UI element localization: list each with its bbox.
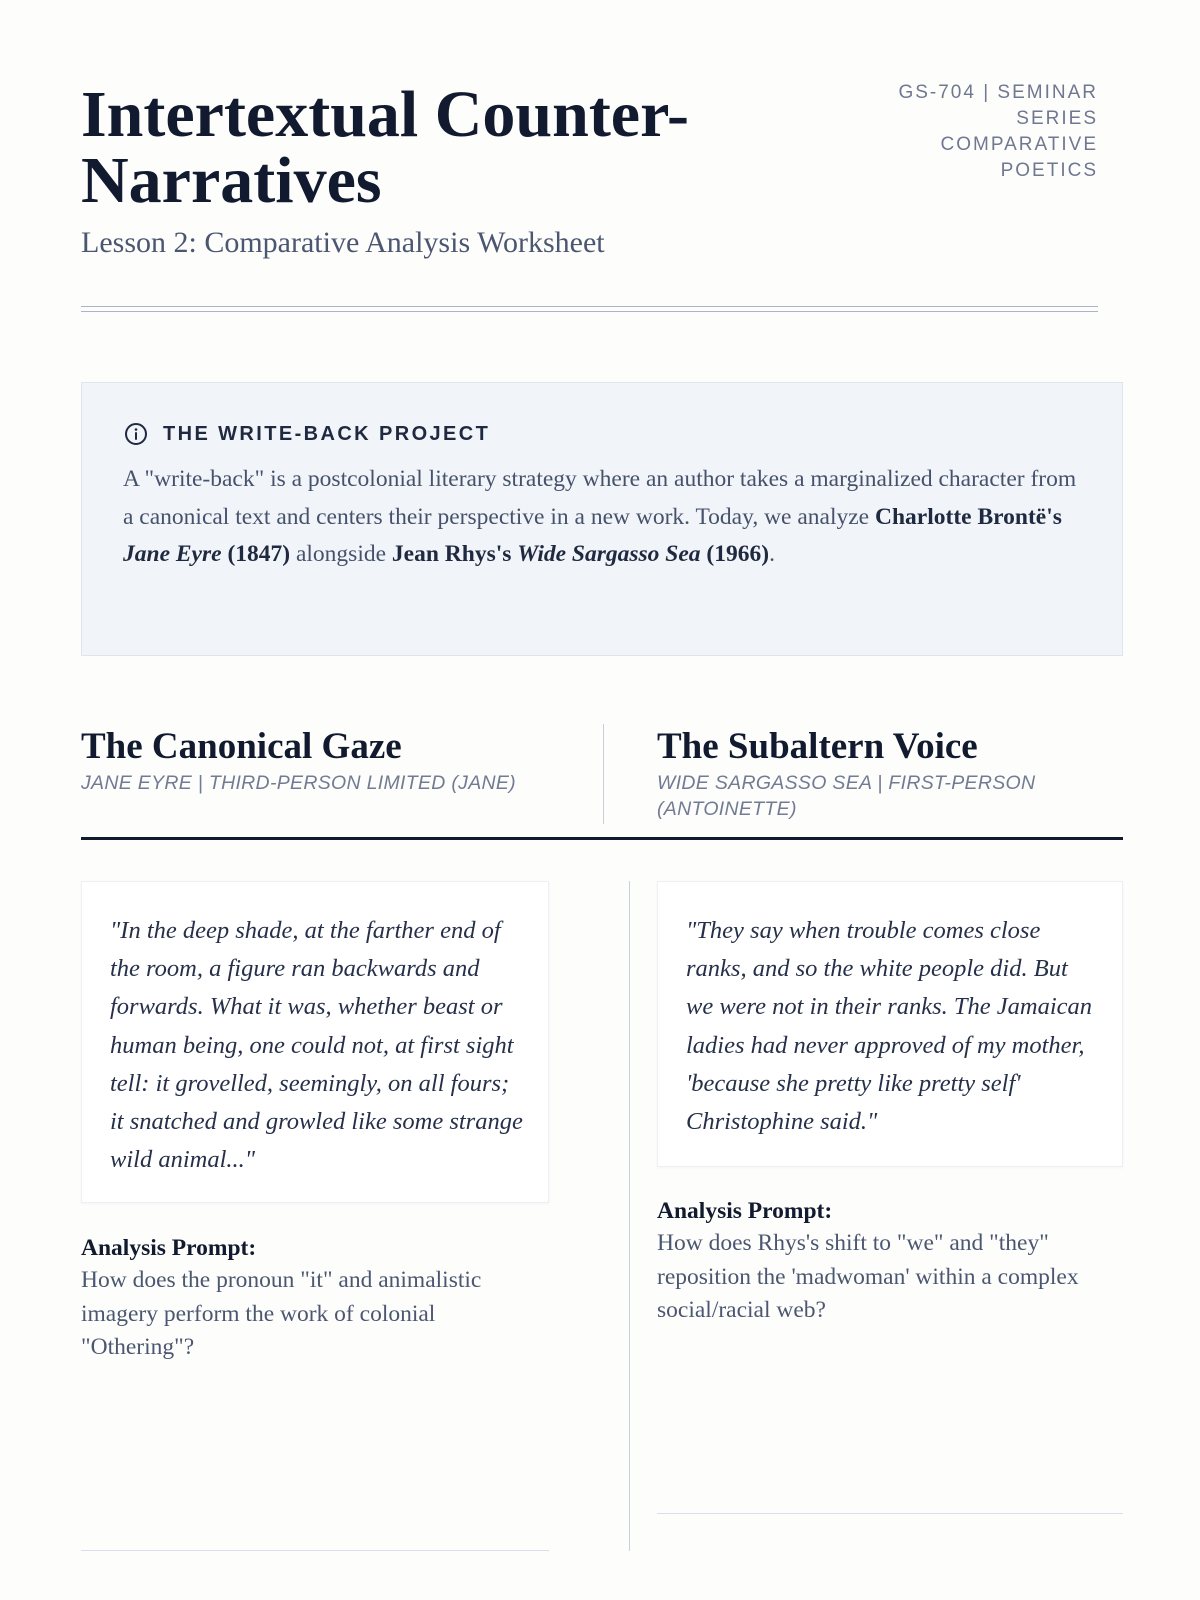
left-column-subtitle: JANE EYRE | THIRD-PERSON LIMITED (JANE) [81, 772, 516, 794]
right-prompt-label: Analysis Prompt: [657, 1198, 833, 1224]
info-intro: A "write-back" is a postcolonial literary strategy where an author takes a marginalized character from a canonical text and centers their perspective in a new work. Today, we analyze [123, 466, 1077, 530]
right-analysis-prompt [657, 1195, 1123, 1328]
column-divider [629, 881, 630, 1551]
info-circle-icon [123, 421, 149, 447]
year-1847: (1847) [227, 541, 291, 567]
left-quote-text: "In the deep shade, at the farther end of the room, a figure ran backwards and forwards. What it was, whether beast or human being, one could not, at first sight tell: it grovelled, seemingly, on all fours; it snatched and growled like some strange wild animal..." [110, 917, 523, 1174]
course-meta [858, 80, 1098, 184]
info-callout [81, 382, 1123, 656]
info-body [123, 461, 1082, 574]
left-prompt-text: How does the pronoun "it" and animalistic imagery perform the work of colonial "Othering"? [81, 1267, 482, 1360]
left-answer-line [81, 1550, 549, 1551]
header-double-rule [81, 306, 1098, 312]
year-1966: (1966) [706, 541, 770, 567]
page-subtitle: Lesson 2: Comparative Analysis Worksheet [81, 226, 605, 259]
left-prompt-label: Analysis Prompt: [81, 1235, 257, 1261]
right-quote-text: "They say when trouble comes close ranks, and so the white people did. But we were not in their ranks. The Jamaican ladies had never approved of my mother, 'because she pretty like pretty self' Christophine said." [686, 917, 1093, 1136]
info-connector: alongside [290, 541, 392, 567]
right-quote-card [657, 881, 1123, 1167]
right-prompt-text: How does Rhys's shift to "we" and "they" reposition the 'madwoman' within a complex social/racial web? [657, 1230, 1079, 1323]
work-jane-eyre: Jane Eyre [123, 541, 222, 567]
right-column-header [657, 726, 1087, 822]
info-heading-text: THE WRITE-BACK PROJECT [163, 422, 491, 445]
course-topic: COMPARATIVE POETICS [940, 134, 1098, 181]
page-header [81, 0, 1098, 320]
author-bronte: Charlotte Brontë's [875, 503, 1062, 530]
right-column-title: The Subaltern Voice [657, 726, 978, 767]
work-wide-sargasso-sea: Wide Sargasso Sea [517, 541, 701, 567]
page-title: Intertextual Counter-Narratives [81, 78, 689, 217]
left-quote-card [81, 881, 549, 1203]
left-analysis-prompt [81, 1232, 541, 1365]
right-column-subtitle: WIDE SARGASSO SEA | FIRST-PERSON (ANTOINETTE) [657, 772, 1036, 820]
right-answer-line [657, 1513, 1123, 1514]
course-code: GS-704 | SEMINAR SERIES [898, 82, 1098, 129]
info-end: . [769, 541, 775, 567]
left-column-title: The Canonical Gaze [81, 726, 402, 767]
columns-heavy-rule [81, 837, 1123, 840]
author-rhys: Jean Rhys's [391, 541, 512, 567]
info-heading [123, 421, 1082, 447]
left-column-header [81, 726, 541, 796]
column-header-divider [603, 724, 604, 824]
